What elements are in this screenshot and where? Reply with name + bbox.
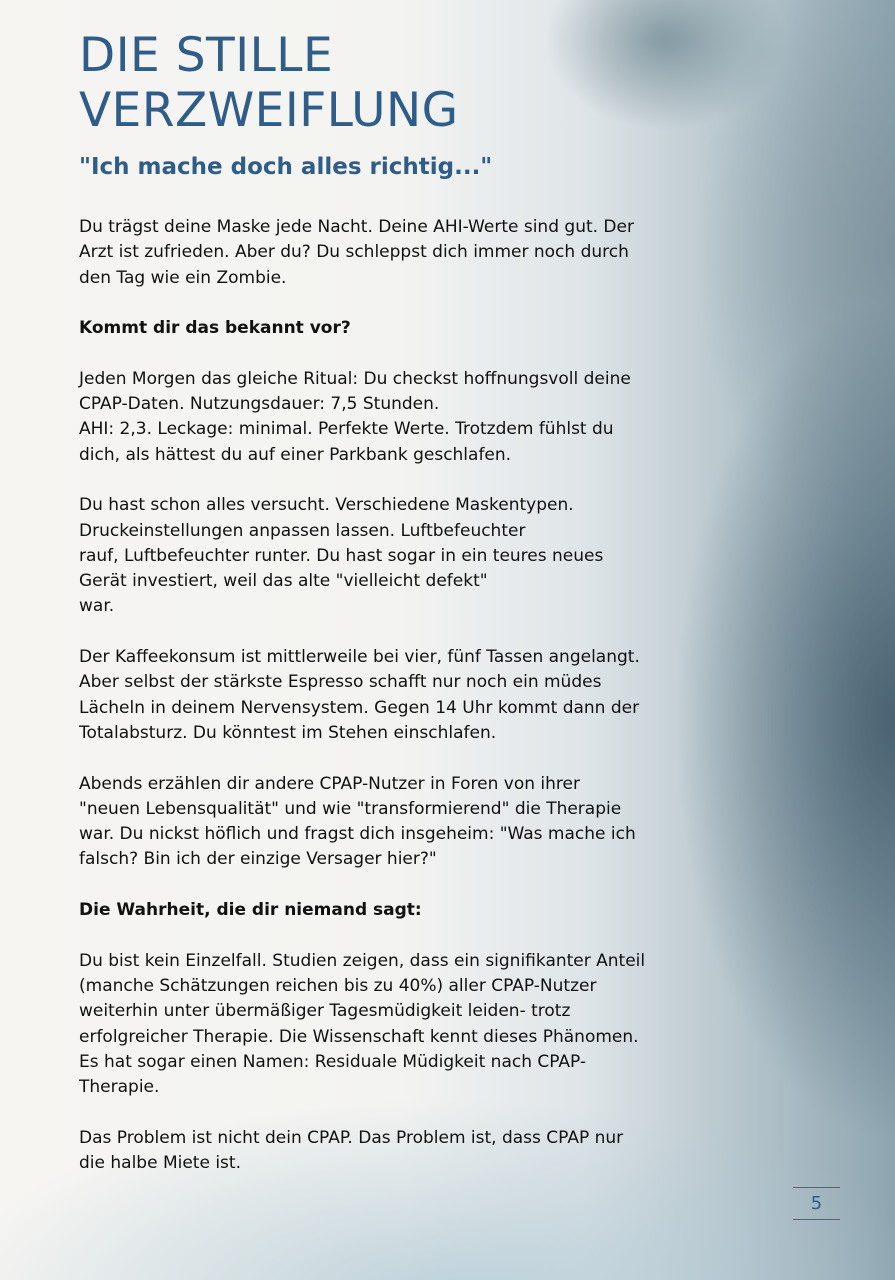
line: "neuen Lebensqualität" und wie "transformierend" die Therapie	[79, 798, 622, 819]
line: Druckeinstellungen anpassen lassen. Luftbefeuchter	[79, 520, 526, 541]
subtitle: "Ich mache doch alles richtig..."	[79, 154, 493, 180]
paragraph-2	[79, 367, 659, 468]
paragraph-7	[79, 1126, 659, 1177]
title-line-2: VERZWEIFLUNG	[79, 83, 459, 138]
page-title	[79, 28, 659, 138]
line: CPAP-Daten. Nutzungsdauer: 7,5 Stunden.	[79, 394, 440, 415]
line: Totalabsturz. Du könntest im Stehen einschlafen.	[79, 722, 497, 743]
line: erfolgreicher Therapie. Die Wissenschaft kennt dieses Phänomen.	[79, 1026, 639, 1047]
line: die halbe Miete ist.	[79, 1152, 241, 1173]
title-line-1: DIE STILLE	[79, 28, 334, 83]
body-text	[79, 215, 659, 1176]
page-content	[79, 28, 659, 1202]
line: Abends erzählen dir andere CPAP-Nutzer in Foren von ihrer	[79, 773, 580, 794]
line: war. Du nickst höflich und fragst dich insgeheim: "Was mache ich	[79, 824, 636, 845]
line: weiterhin unter übermäßiger Tagesmüdigkeit leiden- trotz	[79, 1001, 571, 1022]
line: rauf, Luftbefeuchter runter. Du hast sogar in ein teures neues	[79, 545, 604, 566]
line: Jeden Morgen das gleiche Ritual: Du checkst hoffnungsvoll deine	[79, 368, 631, 389]
line: falsch? Bin ich der einzige Versager hier?"	[79, 849, 437, 870]
line: AHI: 2,3. Leckage: minimal. Perfekte Werte. Trotzdem fühlst du	[79, 419, 614, 440]
line: Gerät investiert, weil das alte "vielleicht defekt"	[79, 571, 488, 592]
line: war.	[79, 596, 115, 617]
paragraph-3	[79, 493, 659, 619]
section-heading-2: Die Wahrheit, die dir niemand sagt:	[79, 900, 422, 921]
line: dich, als hättest du auf einer Parkbank geschlafen.	[79, 444, 512, 465]
paragraph-4	[79, 645, 659, 746]
line: Du hast schon alles versucht. Verschiedene Maskentypen.	[79, 495, 574, 516]
line: Du trägst deine Maske jede Nacht. Deine AHI-Werte sind gut. Der	[79, 217, 634, 237]
line: Der Kaffeekonsum ist mittlerweile bei vier, fünf Tassen angelangt.	[79, 647, 640, 668]
line: Aber selbst der stärkste Espresso schafft nur noch ein müdes	[79, 672, 602, 693]
paragraph-5	[79, 772, 659, 873]
line: Arzt ist zufrieden. Aber du? Du schleppst dich immer noch durch	[79, 242, 629, 263]
section-heading-1: Kommt dir das bekannt vor?	[79, 318, 351, 339]
paragraph-1	[79, 215, 659, 291]
line: Das Problem ist nicht dein CPAP. Das Problem ist, dass CPAP nur	[79, 1127, 624, 1148]
line: Du bist kein Einzelfall. Studien zeigen, dass ein signifikanter Anteil	[79, 950, 646, 971]
line: Es hat sogar einen Namen: Residuale Müdigkeit nach CPAP-	[79, 1051, 587, 1072]
line: Lächeln in deinem Nervensystem. Gegen 14 Uhr kommt dann der	[79, 697, 640, 718]
paragraph-6	[79, 949, 659, 1101]
page-number: 5	[793, 1187, 840, 1220]
line: den Tag wie ein Zombie.	[79, 267, 287, 288]
line: (manche Schätzungen reichen bis zu 40%) aller CPAP-Nutzer	[79, 975, 597, 996]
line: Therapie.	[79, 1077, 160, 1098]
